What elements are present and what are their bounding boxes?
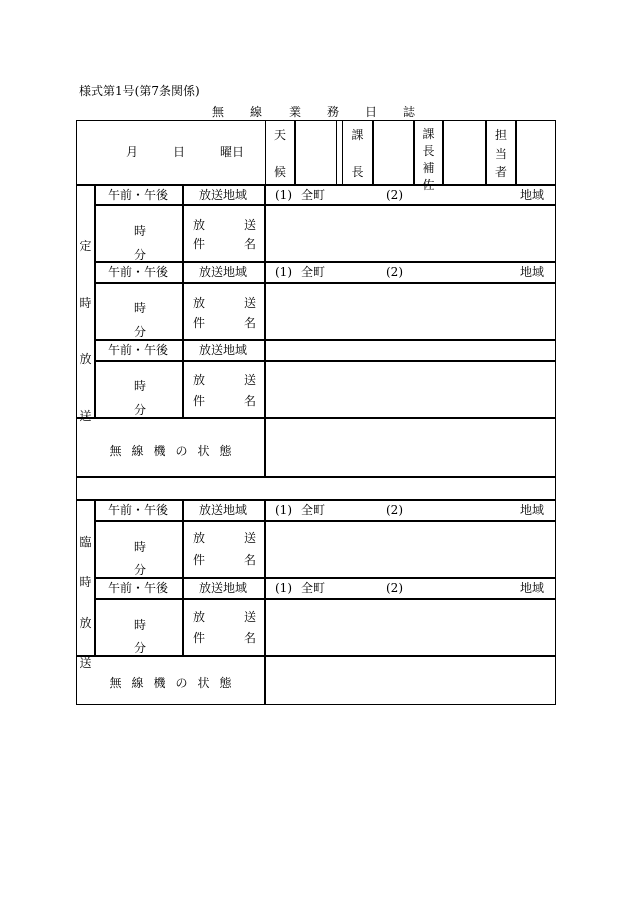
subject-label-char: 件	[193, 631, 206, 645]
hour-label: 時	[134, 379, 147, 393]
subject-label-cell	[183, 283, 265, 340]
option-1-label: (1)	[275, 188, 292, 202]
person-in-charge-label: 担 当 者	[494, 128, 507, 179]
am-pm-label: 午前・午後	[108, 265, 169, 279]
subject-input-cell[interactable]	[265, 521, 556, 578]
hour-label: 時	[134, 301, 147, 315]
am-pm-label: 午前・午後	[108, 188, 169, 202]
subject-label-char: 送	[244, 218, 257, 232]
area-label: 放送地域	[199, 343, 248, 357]
option-1-label: (1)	[275, 265, 292, 279]
region-label: 地域	[520, 503, 545, 517]
subject-label-cell	[183, 361, 265, 418]
minute-label: 分	[134, 248, 147, 262]
subject-label-cell	[183, 205, 265, 262]
subject-label-char: 放	[193, 218, 206, 232]
subject-label-char: 件	[193, 316, 206, 330]
subject-label-char: 件	[193, 394, 206, 408]
hour-label: 時	[134, 618, 147, 632]
chief-stamp-cell[interactable]	[373, 120, 414, 185]
subject-label-char: 送	[244, 531, 257, 545]
radio-status-label: 無 線 機 の 状 態	[109, 444, 232, 458]
radio-status-label: 無 線 機 の 状 態	[109, 676, 232, 690]
area-label: 放送地域	[199, 581, 248, 595]
temporary-section-label: 臨 時 放 送	[79, 535, 92, 670]
all-town-label: 全町	[301, 503, 326, 517]
region-label: 地域	[520, 265, 545, 279]
region-label: 地域	[520, 188, 545, 202]
radio-status-input-cell[interactable]	[265, 418, 556, 477]
subject-input-cell[interactable]	[265, 599, 556, 656]
am-pm-label: 午前・午後	[108, 343, 169, 357]
weather-input-cell[interactable]	[295, 120, 337, 185]
area-label: 放送地域	[199, 503, 248, 517]
hour-label: 時	[134, 540, 147, 554]
subject-label-char: 名	[244, 316, 257, 330]
chief-label: 課 長	[351, 128, 364, 179]
subject-label-cell	[183, 599, 265, 656]
month-label: 月	[126, 145, 139, 159]
person-in-charge-stamp-cell[interactable]	[516, 120, 556, 185]
subject-input-cell[interactable]	[265, 283, 556, 340]
area-label: 放送地域	[199, 188, 248, 202]
minute-label: 分	[134, 325, 147, 339]
option-2-label: (2)	[386, 503, 403, 517]
subject-label-char: 名	[244, 237, 257, 251]
subject-label-char: 送	[244, 373, 257, 387]
title-char: 日	[365, 105, 378, 119]
subject-input-cell[interactable]	[265, 205, 556, 262]
minute-label: 分	[134, 563, 147, 577]
assistant-chief-label: 課 長 補 佐	[422, 127, 435, 192]
all-town-label: 全町	[301, 188, 326, 202]
separator-row	[76, 477, 556, 500]
title-char: 無	[212, 105, 225, 119]
weekday-label: 曜日	[220, 145, 245, 159]
weather-label: 天 候	[273, 128, 286, 179]
option-1-label: (1)	[275, 503, 292, 517]
subject-label-char: 送	[244, 610, 257, 624]
minute-label: 分	[134, 641, 147, 655]
title-char: 線	[250, 105, 263, 119]
minute-label: 分	[134, 403, 147, 417]
subject-label-char: 名	[244, 394, 257, 408]
option-2-label: (2)	[386, 265, 403, 279]
subject-label-char: 放	[193, 296, 206, 310]
am-pm-label: 午前・午後	[108, 503, 169, 517]
subject-label-char: 放	[193, 610, 206, 624]
title-char: 誌	[403, 105, 416, 119]
all-town-label: 全町	[301, 581, 326, 595]
subject-label-char: 件	[193, 553, 206, 567]
subject-input-cell[interactable]	[265, 361, 556, 418]
form-label: 様式第1号(第7条関係)	[79, 84, 200, 98]
subject-label-char: 放	[193, 373, 206, 387]
subject-label-char: 名	[244, 553, 257, 567]
title-char: 務	[327, 105, 340, 119]
subject-label-cell	[183, 521, 265, 578]
area-label: 放送地域	[199, 265, 248, 279]
hour-label: 時	[134, 224, 147, 238]
option-1-label: (1)	[275, 581, 292, 595]
subject-label-char: 名	[244, 631, 257, 645]
title-char: 業	[289, 105, 302, 119]
am-pm-label: 午前・午後	[108, 581, 169, 595]
subject-label-char: 送	[244, 296, 257, 310]
subject-label-char: 件	[193, 237, 206, 251]
assistant-chief-stamp-cell[interactable]	[443, 120, 486, 185]
option-2-label: (2)	[386, 188, 403, 202]
area-input-cell[interactable]	[265, 340, 556, 361]
day-label: 日	[173, 145, 186, 159]
regular-section-label: 定 時 放 送	[79, 239, 92, 423]
subject-label-char: 放	[193, 531, 206, 545]
region-label: 地域	[520, 581, 545, 595]
all-town-label: 全町	[301, 265, 326, 279]
radio-status-input-cell[interactable]	[265, 656, 556, 705]
option-2-label: (2)	[386, 581, 403, 595]
